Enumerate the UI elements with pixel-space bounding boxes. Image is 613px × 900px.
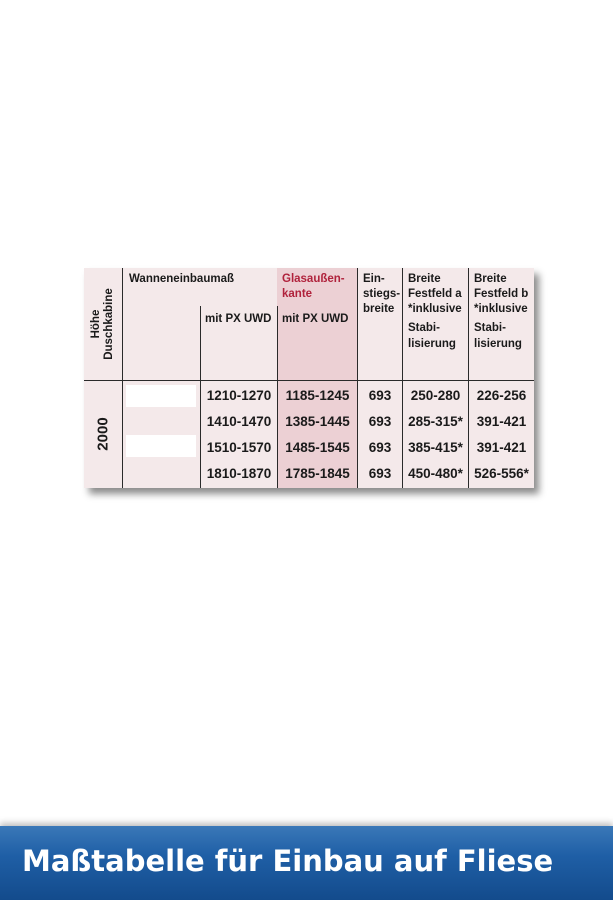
cell-einstieg: 693: [368, 466, 392, 481]
empty-cell: [126, 385, 196, 407]
header-glasaussenkante-line2: kante: [282, 288, 313, 300]
height-value-cell: [84, 380, 122, 488]
header-festfeld-b-line4: Stabi-: [474, 322, 506, 334]
cell-einstieg: 693: [368, 414, 392, 429]
cell-wanne: 1210-1270: [206, 388, 272, 403]
header-wanneneinbaumass: Wanneneinbaumaß: [129, 273, 234, 285]
header-einstieg-line3: breite: [363, 303, 395, 315]
header-festfeld-b-line1: Breite: [474, 273, 507, 285]
cell-einstieg: 693: [368, 388, 392, 403]
header-festfeld-a-line5: lisierung: [408, 338, 456, 350]
header-festfeld-b-line2: Festfeld b: [474, 288, 529, 300]
height-header-line2: Duschkabine: [103, 288, 115, 360]
cell-glas: 1785-1845: [285, 466, 350, 481]
cell-einstieg: 693: [368, 440, 392, 455]
cell-festfeld-b: 526-556*: [474, 466, 529, 481]
dimension-table: [84, 268, 534, 488]
height-header-line1: Höhe: [90, 309, 102, 339]
cell-wanne: 1510-1570: [206, 440, 272, 455]
header-festfeld-b-line3: *inklusive: [474, 303, 528, 315]
empty-cell: [126, 435, 196, 457]
header-glas-sub: mit PX UWD: [282, 313, 349, 325]
cell-wanne: 1410-1470: [206, 414, 272, 429]
cell-wanne: 1810-1870: [206, 466, 272, 481]
header-festfeld-a-line1: Breite: [408, 273, 441, 285]
divider: [468, 268, 469, 488]
header-wanne-sub: mit PX UWD: [205, 313, 272, 325]
height-value: 2000: [94, 417, 112, 451]
cell-festfeld-a: 250-280: [410, 388, 461, 403]
divider: [402, 268, 403, 488]
header-festfeld-a-line2: Festfeld a: [408, 288, 462, 300]
cell-festfeld-b: 391-421: [476, 440, 527, 455]
header-festfeld-a-line4: Stabi-: [408, 322, 440, 334]
cell-festfeld-a: 450-480*: [408, 466, 463, 481]
header-glasaussenkante-line1: Glasaußen-: [282, 273, 345, 285]
cell-festfeld-a: 385-415*: [408, 440, 463, 455]
cell-glas: 1485-1545: [285, 440, 350, 455]
cell-festfeld-b: 391-421: [476, 414, 527, 429]
banner-title: Maßtabelle für Einbau auf Fliese: [22, 844, 554, 878]
header-einstieg-line2: stiegs-: [363, 288, 401, 300]
divider: [357, 268, 358, 488]
height-header: [84, 268, 122, 380]
header-festfeld-a-line3: *inklusive: [408, 303, 462, 315]
header-festfeld-b-line5: lisierung: [474, 338, 522, 350]
divider: [122, 268, 123, 488]
header-einstieg-line1: Ein-: [363, 273, 385, 285]
header-divider: [84, 380, 534, 381]
cell-festfeld-b: 226-256: [476, 388, 527, 403]
cell-glas: 1185-1245: [285, 388, 350, 403]
cell-festfeld-a: 285-315*: [408, 414, 463, 429]
title-banner: [0, 826, 613, 900]
cell-glas: 1385-1445: [285, 414, 350, 429]
